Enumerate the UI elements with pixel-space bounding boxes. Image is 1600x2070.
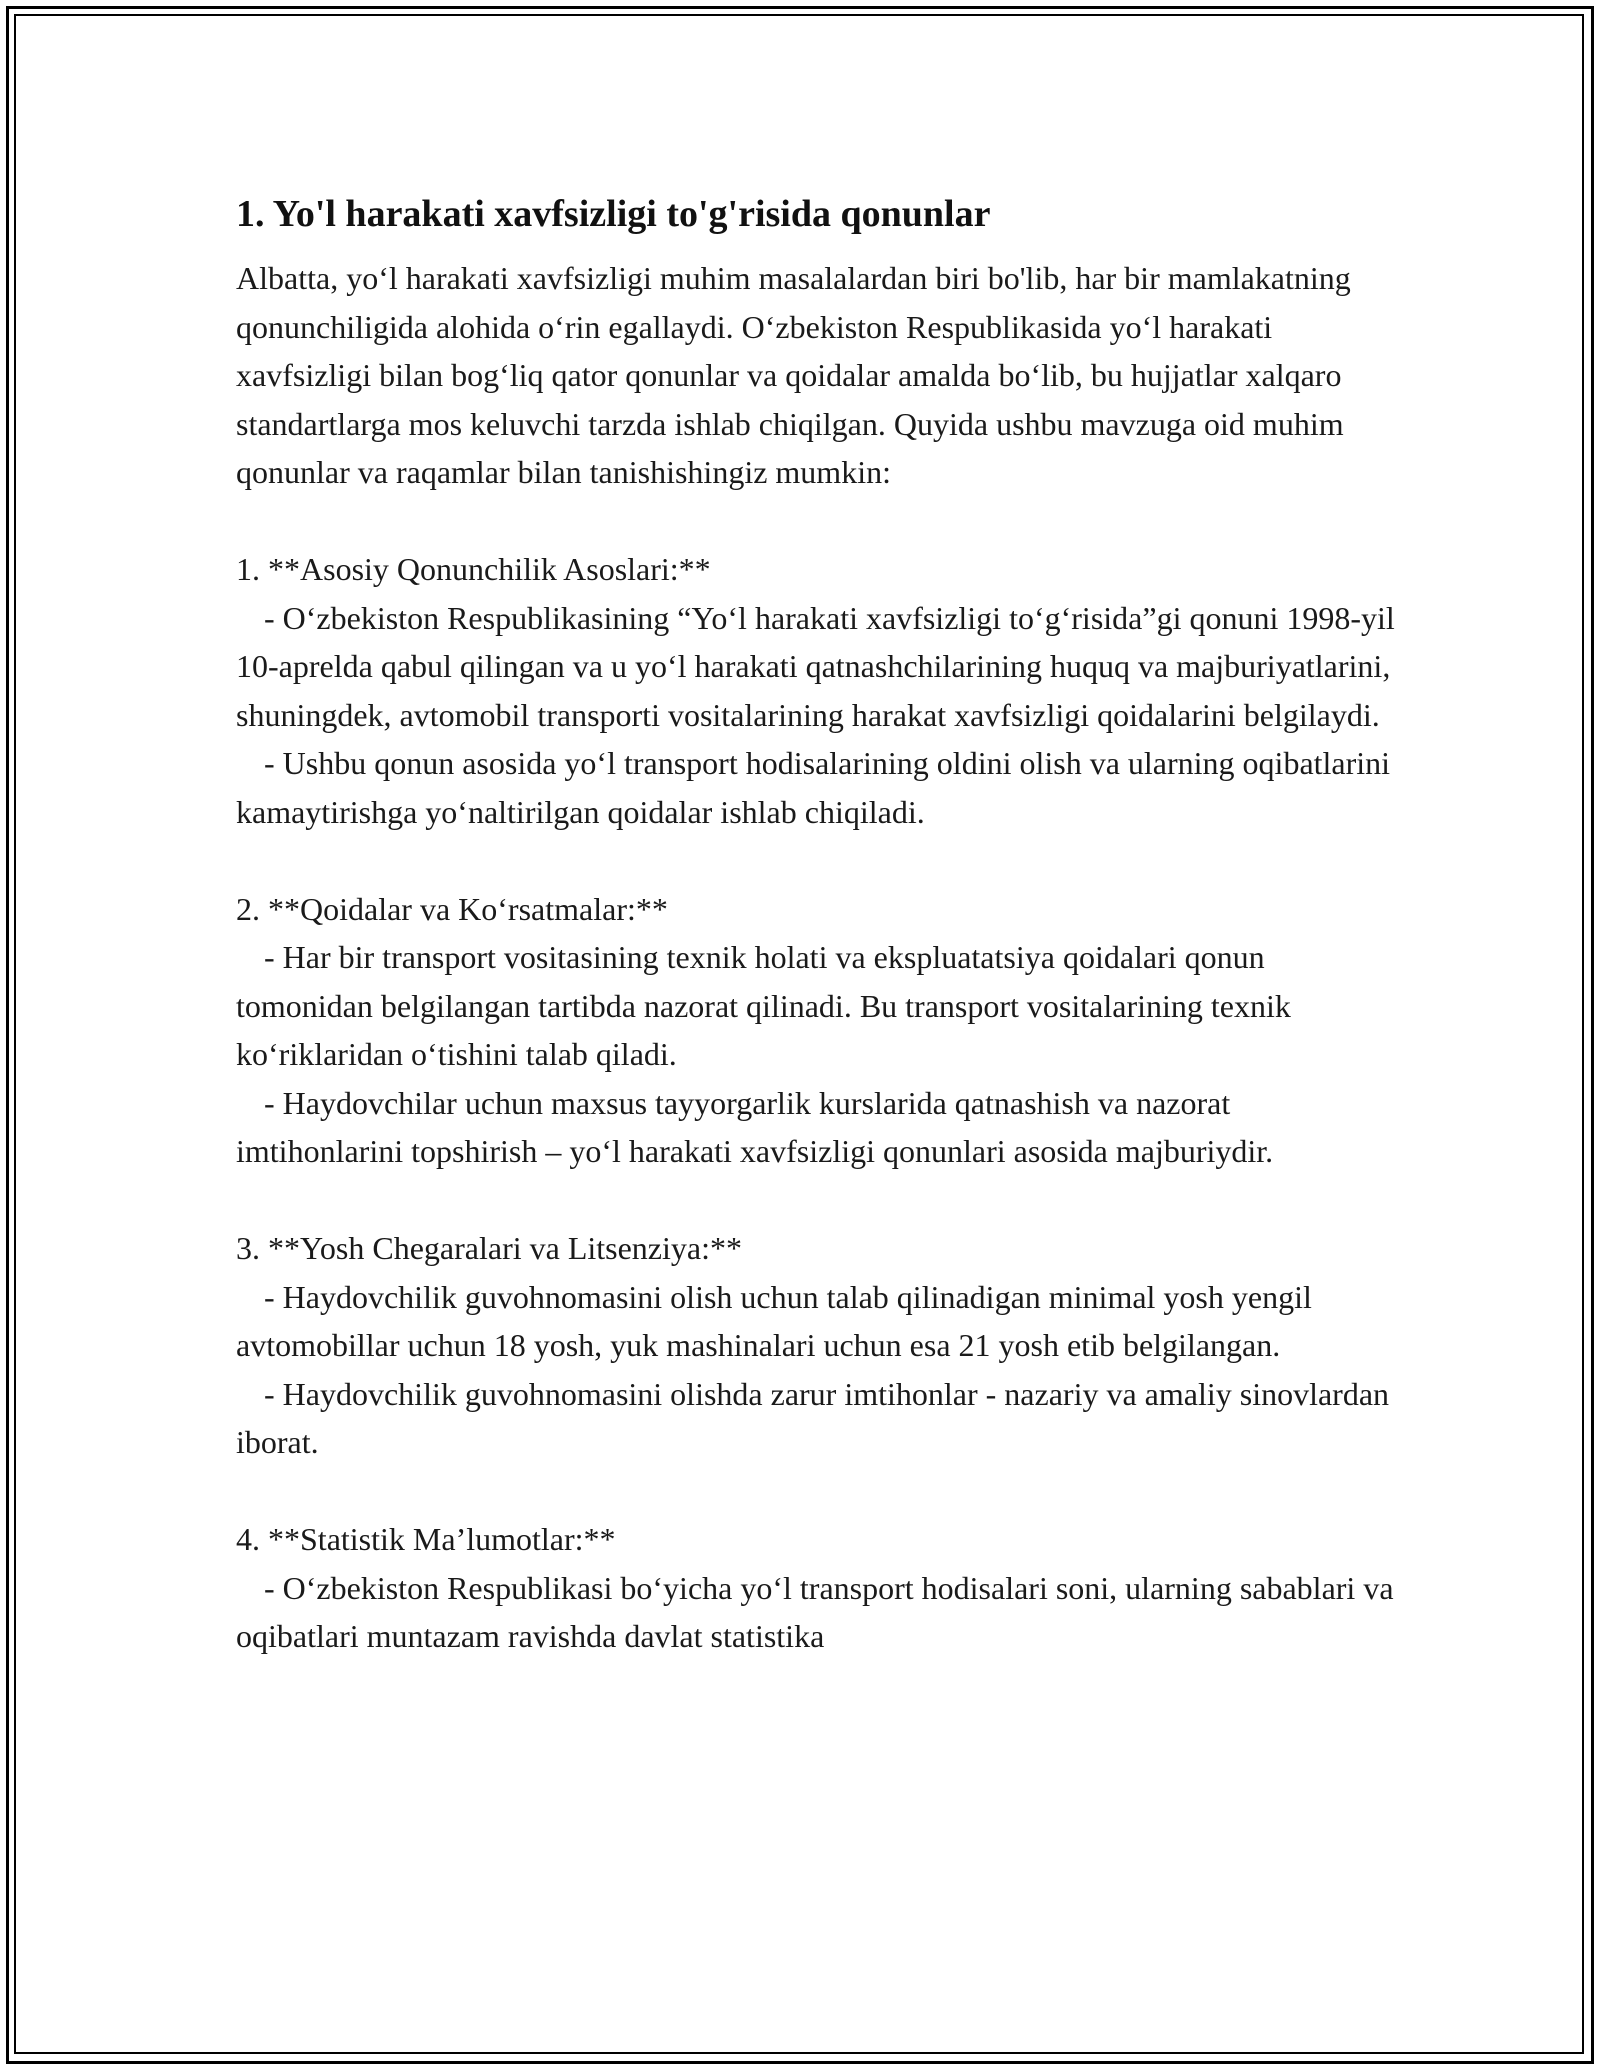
intro-paragraph: Albatta, yo‘l harakati xavfsizligi muhim masalalardan biri bo'lib, har bir mamlakatning qonunchiligida alohida o‘rin egallaydi. O‘zbekiston Respublikasida yo‘l harakati xavfsizligi bilan bog‘liq qator qonunlar va qoidalar amalda bo‘lib, bu hujjatlar xalqaro standartlarga mos keluvchi tarzda ishlab chiqilgan. Quyida ushbu mavzuga oid muhim qonunlar va raqamlar bilan tanishishingiz mumkin: [236,260,1351,490]
section-item: - Haydovchilik guvohnomasini olishda zarur imtihonlar - nazariy va amaliy sinovlardan iborat. [236,1375,1390,1460]
document-heading: 1. Yo'l harakati xavfsizligi to'g'risida qonunlar [236,193,991,235]
section-title: 3. **Yosh Chegaralari va Litsenziya:** [236,1230,742,1266]
section-title: 1. **Asosiy Qonunchilik Asoslari:** [236,551,711,587]
document-body [236,190,1396,1661]
section-title: 2. **Qoidalar va Ko‘rsatmalar:** [236,890,668,927]
section-rules [236,885,1396,1176]
section-title: 4. **Statistik Ma’lumotlar:** [236,1521,616,1557]
section-item: - O‘zbekiston Respublikasi bo‘yicha yo‘l transport hodisalari soni, ularning sabablari va oqibatlari muntazam ravishda davlat statistika [236,1569,1394,1654]
section-item: - Ushbu qonun asosida yo‘l transport hodisalarining oldini olish va ularning oqibatlarini kamaytirishga yo‘naltirilgan qoidalar ishlab chiqiladi. [236,745,1391,830]
section-item: - Haydovchilik guvohnomasini olish uchun talab qilinadigan minimal yosh yengil avtomobillar uchun 18 yosh, yuk mashinalari uchun esa 21 yosh etib belgilangan. [236,1278,1312,1363]
section-statistics [236,1515,1396,1661]
section-item: - Haydovchilar uchun maxsus tayyorgarlik kurslarida qatnashish va nazorat imtihonlarini topshirish – yo‘l harakati xavfsizligi qonunlari asosida majburiydir. [236,1084,1274,1169]
section-item: - Har bir transport vositasining texnik holati va ekspluatatsiya qoidalari qonun tomonidan belgilangan tartibda nazorat qilinadi. Bu transport vositalarining texnik ko‘riklaridan o‘tishini talab qiladi. [236,939,1291,1072]
section-age-license [236,1224,1396,1467]
section-legal-basis [236,545,1396,836]
section-item: - O‘zbekiston Respublikasining “Yo‘l harakati xavfsizligi to‘g‘risida”gi qonuni 1998-yil 10-aprelda qabul qilingan va u yo‘l harakati qatnashchilarining huquq va majburiyatlarini, shuningdek, avtomobil transporti vositalarining harakat xavfsizligi qoidalarini belgilaydi. [236,599,1395,733]
